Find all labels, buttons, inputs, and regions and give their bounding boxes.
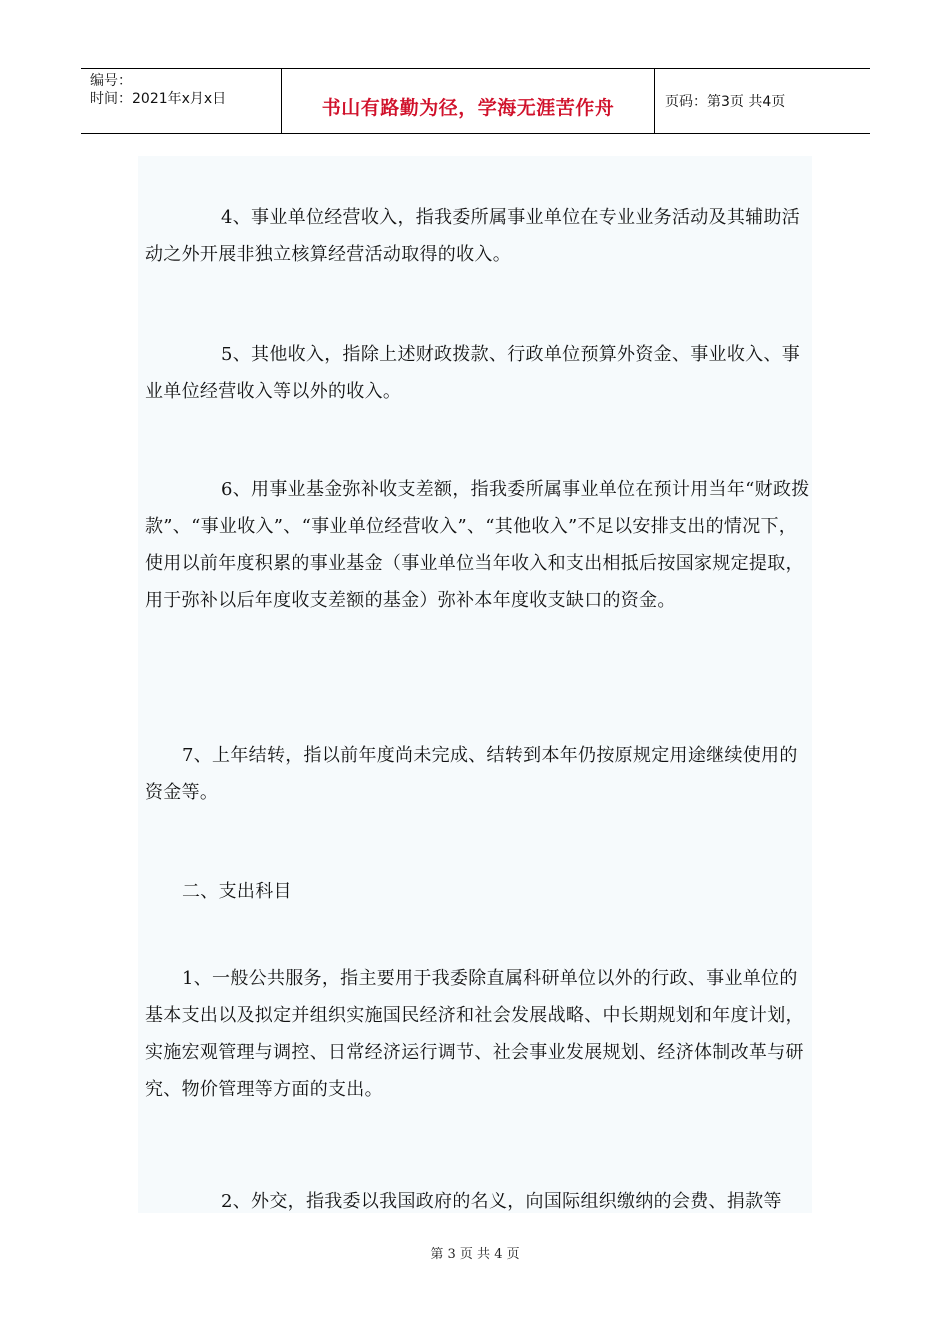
paragraph-expenditure-2: [145, 1183, 810, 1220]
paragraph-income-6: [145, 471, 810, 619]
header-meta: [81, 69, 282, 133]
section-heading-expenditure: [145, 873, 810, 910]
paragraph-expenditure-1: [145, 960, 810, 1108]
document-date-label: 时间：2021年x月x日: [90, 91, 227, 107]
paragraph-income-7: [145, 737, 810, 811]
header-motto: 书山有路勤为径，学海无涯苦作舟: [321, 96, 615, 119]
document-number-label: 编号：: [90, 73, 132, 89]
paragraph-line: 7、上年结转，指以前年度尚未完成、结转到本年仍按原规定用途继续使用: [182, 745, 780, 766]
paragraph-text: 的资金等。: [145, 745, 798, 803]
header-page-info: 页码：第3页 共4页: [665, 94, 786, 110]
paragraph-text: 活动之外开展非独立核算经营活动取得的收入。: [145, 207, 801, 265]
paragraph-line: 1、一般公共服务，指主要用于我委除直属科研单位以外的行政、事业单位: [182, 968, 780, 989]
paragraph-line: 4、事业单位经营收入，指我委所属事业单位在专业业务活动及其辅助: [221, 207, 782, 228]
paragraph-line: 5、其他收入，指除上述财政拨款、行政单位预算外资金、事业收入、: [221, 344, 782, 365]
paragraph-text: 事业单位经营收入等以外的收入。: [145, 344, 801, 402]
paragraph-line: 2、外交，指我委以我国政府的名义，向国际组织缴纳的会费、捐款等: [221, 1191, 782, 1212]
page-header: [81, 68, 870, 134]
paragraph-text: 政拨款”、“事业收入”、“事业单位经营收入”、“其他收入”不足以安排支出的情况下，使用以前年度积累的事业基金（事业单位当年收入和支出相抵后按国家规定提取，用于弥补以后年度收支差额的基金）弥补本年度收支缺口的资金。: [145, 479, 810, 611]
paragraph-text: 的基本支出以及拟定并组织实施国民经济和社会发展战略、中长期规划和年度计划，实施宏观管理与调控、日常经济运行调节、社会事业发展规划、经济体制改革与研究、物价管理等方面的支出。: [145, 968, 804, 1100]
paragraph-income-5: [145, 336, 810, 410]
paragraph-income-4: [145, 199, 810, 273]
header-motto-cell: [282, 69, 655, 133]
paragraph-line: 6、用事业基金弥补收支差额，指我委所属事业单位在预计用当年“财: [221, 479, 773, 500]
page-footer: 第 3 页 共 4 页: [430, 1247, 520, 1262]
section-heading-text: 二、支出科目: [182, 881, 292, 902]
